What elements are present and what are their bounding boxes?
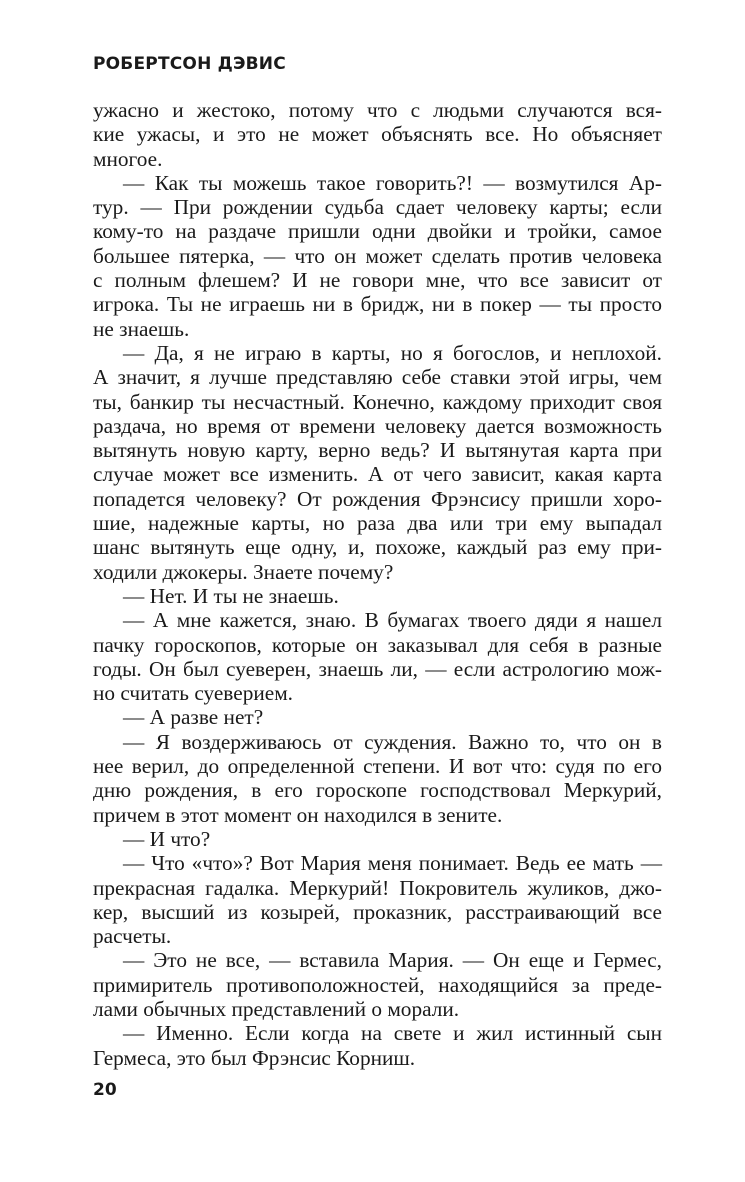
text-line: А значит, я лучше представляю себе ставки этой игры, чем [93, 365, 662, 390]
text-line: но считать суеверием. [93, 681, 293, 706]
text-line: — Именно. Если когда на свете и жил истинный сын [123, 1021, 662, 1046]
text-line: не знаешь. [93, 316, 190, 341]
text-line: годы. Он был суеверен, знаешь ли, — если астрологию мож- [93, 656, 662, 681]
body-text [93, 98, 662, 1070]
text-line: Гермеса, это был Фрэнсис Корниш. [93, 1045, 416, 1070]
text-line: расчеты. [93, 924, 172, 949]
text-line: попадется человеку? От рождения Фрэнсису пришли хоро- [93, 486, 662, 511]
text-line: ходили джокеры. Знаете почему? [93, 559, 394, 584]
text-line: ужасно и жестоко, потому что с людьми случаются вся- [93, 98, 662, 122]
text-line: большее пятерка, — что он может сделать против человека [93, 243, 662, 268]
text-line: шие, надежные карты, но раза два или три ему выпадал [93, 511, 662, 536]
text-line: с полным флешем? И не говори мне, что все зависит от [93, 268, 662, 293]
text-line: — Я воздерживаюсь от суждения. Важно то, что он в [123, 729, 662, 754]
text-line: вытянуть новую карту, верно ведь? И вытянутая карта при [93, 438, 662, 463]
text-line: прекрасная гадалка. Меркурий! Покровитель жуликов, джо- [93, 875, 662, 900]
text-line: — Как ты можешь такое говорить?! — возмутился Ар- [123, 170, 662, 195]
text-line: лами обычных представлений о морали. [93, 996, 460, 1021]
text-line: раздача, но время от времени человеку дается возможность [93, 413, 662, 438]
running-head: РОБЕРТСОН ДЭВИС [93, 54, 286, 74]
text-line: шанс вытянуть еще одну, и, похоже, каждый раз ему при- [93, 535, 662, 560]
text-line: — И что? [123, 826, 211, 851]
page-number: 20 [93, 1080, 117, 1100]
text-line: игрока. Ты не играешь ни в бридж, ни в покер — ты просто [93, 292, 662, 317]
text-line: — Что «что»? Вот Мария меня понимает. Ведь ее мать — [123, 851, 662, 876]
text-line: многое. [93, 146, 163, 171]
text-line: кер, высший из козырей, проказник, расстраивающий все [93, 899, 662, 924]
text-line: нее верил, до определенной степени. И вот что: судя по его [93, 754, 662, 779]
text-line: — Да, я не играю в карты, но я богослов, и неплохой. [123, 340, 662, 365]
text-line: дню рождения, в его гороскопе господствовал Меркурий, [93, 778, 662, 803]
text-line: тур. — При рождении судьба сдает человеку карты; если [93, 195, 662, 220]
text-line: случае может все изменить. А от чего зависит, какая карта [93, 462, 662, 487]
text-line: причем в этот момент он находился в зените. [93, 802, 503, 827]
text-line: примиритель противоположностей, находящийся за преде- [93, 972, 662, 997]
text-line: — А мне кажется, знаю. В бумагах твоего дяди я нашел [123, 608, 662, 633]
text-line: пачку гороскопов, которые он заказывал для себя в разные [93, 632, 662, 657]
text-line: кому-то на раздаче пришли одни двойки и тройки, самое [93, 219, 662, 244]
text-line: — Это не все, — вставила Мария. — Он еще и Гермес, [123, 948, 662, 973]
text-line: — А разве нет? [123, 705, 264, 730]
text-line: ты, банкир ты несчастный. Конечно, каждому приходит своя [93, 389, 662, 414]
text-line: кие ужасы, и это не может объяснять все. Но объясняет [93, 122, 662, 147]
text-line: — Нет. И ты не знаешь. [123, 583, 339, 608]
